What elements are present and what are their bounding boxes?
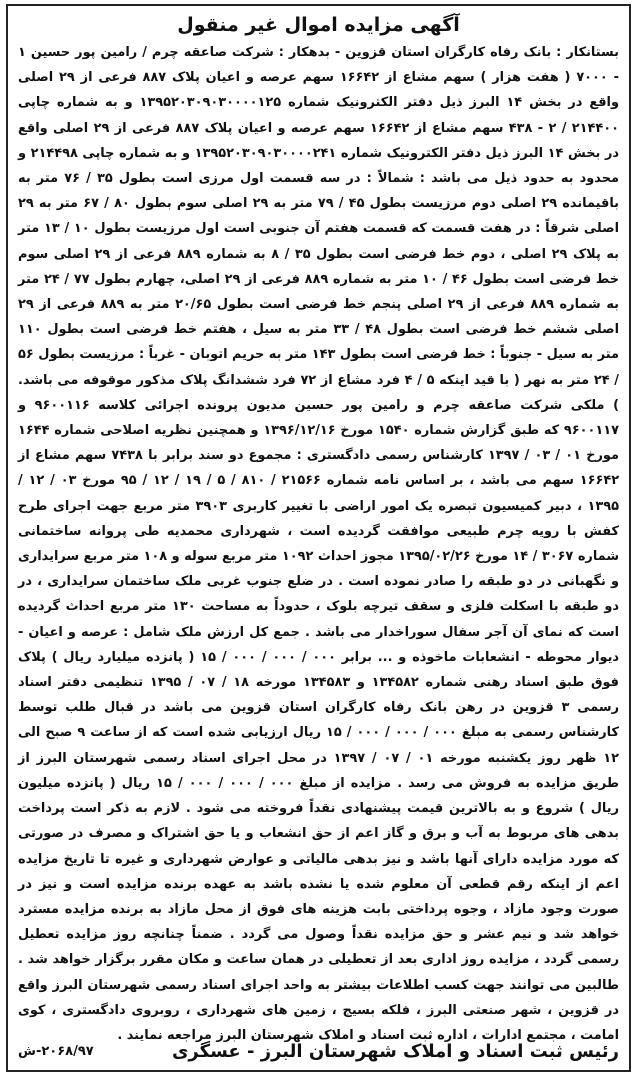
notice-body: بستانکار : بانک رفاه کارگران استان قزوین - بدهکار : شرکت صاعقه چرم / رامین پور حسین ۱ - ۷۰۰۰ ( هفت هزار ) سهم مشاع از ۱۶۶۴۲ سهم عرصه و اعیان پلاک ۸۸۷ فرعی از ۲۹ اصلی واقع در بخش ۱۴ البرز ذیل دفتر الکترونیک شماره ۱۳۹۵۲۰۳۰۹۰۳۰۰۰۰۱۲۵ و به شماره چاپی ۲۱۴۴۰۰ / ۲ - ۴۳۸ سهم مشاع از ۱۶۶۴۲ سهم عرصه و اعیان پلاک ۸۸۷ فرعی از ۲۹ اصلی واقع در بخش ۱۴ البرز ذیل دفتر الکترونیک شماره ۱۳۹۵۲۰۳۰۹۰۳۰۰۰۰۲۴۱ و به شماره چاپی ۲۱۴۴۹۸ و محدود به حدود ذیل می باشد : شمالاً : در سه قسمت اول مرزی است بطول ۳۵ / ۷۶ متر به باقیمانده ۲۹ اصلی دوم مرزیست بطول ۴۵ / ۷۹ متر به ۲۹ اصلی سوم بطول ۸۰ / ۶۷ متر به ۲۹ اصلی شرقاً : در هفت قسمت که قسمت هفتم آن جنوبی است اول مرزیست بطول ۱۰ / ۱۳ متر به پلاک ۲۹ اصلی ، دوم خط فرضی است بطول ۳۵ / ۸ به شماره ۸۸۹ فرعی از ۲۹ اصلی سوم خط فرضی است بطول ۴۶ / ۱۰ متر به شماره ۸۸۹ فرعی از ۲۹ اصلی، چهارم بطول ۷۷ / ۲۴ متر به شماره ۸۸۹ فرعی از ۲۹ اصلی پنجم خط فرضی است بطول ۲۰/۶۵ متر به ۸۸۹ فرعی از ۲۹ اصلی ششم خط فرضی است بطول ۴۸ / ۳۳ متر به سیل ، هفتم خط فرضی است بطول ۱۱۰ متر به سیل - جنوباً : خط فرضی است بطول ۱۴۳ متر به حریم اتوبان - غرباً : مرزیست بطول ۵۶ / ۲۴ متر به نهر ( با قید اینکه ۵ / ۴ فرد مشاع از ۷۲ فرد ششدانگ پلاک مذکور موقوفه می باشد. ) ملکی شرکت صاعقه چرم و رامین پور حسین مدیون پرونده اجرائی کلاسه ۹۶۰۰۱۱۶ و ۹۶۰۰۱۱۷ که طبق گزارش شماره ۱۵۴۰ مورخ ۱۳۹۶/۱۲/۱۶ و همچنین نظریه اصلاحی شماره ۱۶۴۴ مورخ ۰۱ / ۰۳ / ۱۳۹۷ کارشناس رسمی دادگستری : مجموع دو سند برابر با ۷۴۳۸ سهم مشاع از ۱۶۶۴۲ سهم می باشد ، بر اساس نامه شماره ۲۱۵۶۶ / ۸۱۰ / ۵ / ۱۹ / ۱۲ / ۹۵ مورخ ۰۳ / ۱۲ / ۱۳۹۵ ، دبیر کمیسیون تبصره یک امور اراضی با تغییر کاربری ۳۹۰۳ متر مربع جهت اجرای طرح کفش با رویه چرم طبیعی موافقت گردیده است ، شهرداری محمدیه طی پروانه ساختمانی شماره ۳۰۶۷ / ۱۴ مورخ ۱۳۹۵/۰۲/۲۶ مجوز احداث ۱۰۹۲ متر مربع سوله و ۱۰۸ متر مربع سرایداری و نگهبانی در دو طبقه را صادر نموده است . در ضلع جنوب غربی ملک ساختمان سرایداری ، در دو طبقه با اسکلت فلزی و سقف تیرچه بلوک ، حدوداً به مساحت ۱۳۰ متر مربع احداث گردیده است که نمای آن آجر سفال سوراخدار می باشد . جمع کل ارزش ملک شامل : عرصه و اعیان - دیوار محوطه - انشعابات ماخوذه و ... برابر ۰۰۰ / ۰۰۰ / ۰۰۰ / ۱۵ ( پانزده میلیارد ریال ) پلاک فوق طبق اسناد رهنی شماره ۱۳۴۵۸۲ و ۱۳۴۵۸۳ مورخه ۱۸ / ۰۷ / ۱۳۹۵ تنظیمی دفتر اسناد رسمی ۳ قزوین در رهن بانک رفاه کارگران استان قزوین می باشد در قبال طلب توسط کارشناس رسمی به مبلغ ۰۰۰ / ۰۰۰ / ۰۰۰ / ۱۵ ریال ارزیابی شده است که از ساعت ۹ صبح الی ۱۲ ظهر روز یکشنبه مورخه ۰۱ / ۰۷ / ۱۳۹۷ در محل اجرای اسناد رسمی شهرستان البرز از طریق مزایده به فروش می رسد . مزایده از مبلغ ۰۰۰ / ۰۰۰ / ۰۰۰ / ۱۵ ریال ( پانزده میلیون ریال ) شروع و به بالاترین قیمت پیشنهادی نقداً فروخته می شود . لازم به ذکر است پرداخت بدهی های مربوط به آب و برق و گاز اعم از حق انشعاب و یا حق اشتراک و مصرف در صورتی که مورد مزایده دارای آنها باشد و نیز بدهی مالیاتی و عوارض شهرداری و غیره تا تاریخ مزایده اعم از اینکه رقم قطعی آن معلوم شده یا نشده باشد به عهده برنده مزایده است و نیز در صورت وجود مازاد ، وجوه پرداختی بابت هزینه های فوق از محل مازاد به برنده مزایده مسترد خواهد شد و نیم عشر و حق مزایده نقداً وصول می گردد . ضمناً چنانچه روز مزایده تعطیل رسمی گردد ، مزایده روز اداری بعد از تعطیلی در همان ساعت و مکان مقرر برگزار خواهد شد . طالبین می توانند جهت کسب اطلاعات بیشتر به واحد اجرای اسناد رسمی شهرستان البرز واقع در قزوین ، شهر صنعتی البرز ، فلکه بسیج ، زمین های شهرداری ، روبروی دادگستری ، کوی امامت ، مجتمع ادارات ، اداره ثبت اسناد و املاک شهرستان البرز مراجعه نمایند . [18,45,620,1043]
notice-code: ۲۰۶۸/۹۷-ش [18,1043,94,1059]
notice-footer [18,1036,619,1066]
auction-notice [6,4,631,1072]
notice-title: آگهی مزایده اموال غیر منقول [177,14,460,36]
signature-line: رئیس ثبت اسناد و املاک شهرستان البرز - عسگری [171,1040,619,1062]
